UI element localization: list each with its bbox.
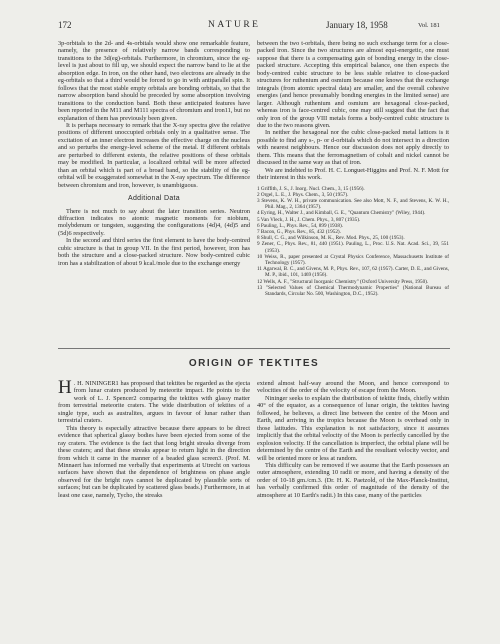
reference-item: 8 Shull, C. G., and Wilkinson, M. K., Rev. Mod. Phys., 25, 100 (1953). <box>257 235 405 242</box>
top-left-column <box>58 40 250 340</box>
paragraph: In the second and third series the first element to have the body-centred cubic structure is that in group VII. In the first period, however, iron has both the structure and a close-packed structure. Now body-centred cubic iron has a stabilization of about 9 kcal./mole due to the exchange energy <box>58 237 250 267</box>
paragraph: We are indebted to Prof. H. C. Longuet-Higgins and Prof. N. F. Mott for their interest in this work. <box>257 166 449 182</box>
reference-item: 1 Griffith, J. S., J. Inorg. Nucl. Chem., 3, 15 (1956). <box>257 185 365 192</box>
paragraph: Nininger seeks to explain the distribution of tektite finds, chiefly within 40° of the equator, as a consequence of lunar origin, the tektites having followed, he believes, a direct line between the centre of the Moon and Earth, and arriving in the tropics because the Moon is overhead only in those latitudes. This explanation is not satisfactory, since it assumes implicitly that the orbital velocity of the Moon is perfectly cancelled by the explosion velocity. If the cancellation is imperfect, the orbital plane will be determined by the centre of the Earth and the resultant velocity vector, and will be oriented more or less at random. <box>257 394 449 462</box>
reference-item: 12 Wells, A. F., "Structural Inorganic Chemistry" (Oxford University Press, 1950). <box>257 278 429 285</box>
paragraph: 3p-orbitals to the 2d- and 4s-orbitals would show one remarkable feature, namely, the presence of relatively narrow bands corresponding to transitions to the 3d(eg)-orbitals. Furthermore, in chromium, since the eg-level is just about to fill up, we should expect the narrow band to lie at the absorption edge. In iron, on the other hand, two electrons are already in the eg-orbitals so that a third would be forced to go in with antiparallel spin. It follows that the most stable empty orbitals are bonding orbitals, so that the narrow absorption band should be preceded by some absorption involving transitions to the conduction band. Both these anticipated features have been reported in the M11 and M111 spectra of chromium and iron11, but no explanation of them has previously been given. <box>58 40 250 122</box>
section-subheading: Additional Data <box>128 195 180 203</box>
article-right-column <box>257 380 449 630</box>
paragraph: This theory is especially attractive because there appears to be direct evidence that spherical glassy bodies have been ejected from some of the ray craters. The evidence is the fact that long bright streaks diverge from these craters; and that these streaks appear to return light in the direction from which it came in the manner of a beaded glass screen3. (Prof. M. Minnaert has informed me verbally that experiments at Utrecht on various surfaces have shown that the dependence of brightness on phase angle observed for the bright rays cannot be duplicated by plausible sorts of surfaces; but can be duplicated by scattered glass beads.) Furthermore, in at least one case, namely, Tycho, the streaks <box>58 424 250 499</box>
page-header <box>58 18 458 32</box>
reference-item: 3 Stevens, K. W. H., private communication. See also Mott, N. F., and Stevens, K. W. H., Phil. Mag., 2, 1364 (1957). <box>257 198 449 211</box>
paragraph: In neither the hexagonal nor the cubic close-packed metal lattices is it possible to find any s-, p- or d-orbitals which do not intersect in a direction with nearest neighbours. Hence our discussion does not apply directly to them. This means that the ferromagnetism of cobalt and nickel cannot be discussed in the same way as that of iron. <box>257 129 449 167</box>
reference-item: 11 Agarwal, B. C., and Givens, M. P., Phys. Rev., 107, 62 (1957). Carter, D. E., and Givens, M. P., ibid., 101, 1469 (1956). <box>257 266 449 279</box>
paragraph: extend almost half-way around the Moon, and hence correspond to velocities of the order of the velocity of escape from the Moon. <box>257 380 449 395</box>
reference-item: 13 "Selected Values of Chemical Thermodynamic Properties" (National Bureau of Standards, Circular No. 500, Washington, D.C., 1952). <box>257 284 449 298</box>
paragraph: There is not much to say about the later transition series. Neutron diffraction indicates no atomic magnetic moments for niobium, molybdenum or tungsten, suggesting the configurations (4d)4, (4d)5 and (5d)6 respectively. <box>58 207 250 237</box>
paragraph: This difficulty can be removed if we assume that the Earth possesses an outer atmosphere, extending 10 radii or more, and having a density of the order of 10-18 gm./cm.3. (Dr. H. K. Paetzold, of the Max-Planck-Institut, has verbally confirmed this order of magnitude of the density of the atmosphere at 10 Earth's radii.) In this case, many of the particles <box>257 461 449 499</box>
article-left-column <box>58 377 250 630</box>
volume-number: Vol. 181 <box>418 22 440 29</box>
journal-name: NATURE <box>208 20 261 30</box>
paragraph-text: . H. NININGER1 has proposed that tektites be regarded as the ejecta from lunar craters produced by meteorite impact. He points to the work of L. J. Spencer2 comparing the tektites with glassy matter from terrestrial meteorite craters. The wide distribution of tektites of a single type, such as australites, argues in favour of lunar rather than terrestrial craters. <box>58 380 250 425</box>
reference-item: 10 Weiss, R., paper presented at Crystal Physics Conference, Massachusetts Institute of Technology (1957). <box>257 253 449 267</box>
reference-list <box>257 186 449 298</box>
top-right-column <box>257 40 449 345</box>
section-divider <box>58 348 450 349</box>
reference-item: 7 Bacon, G., Phys. Rev., 85, 432 (1952). <box>257 229 341 236</box>
issue-date: January 18, 1958 <box>326 20 388 30</box>
reference-item: 2 Orgel, L. E., J. Phys. Chem., 3, 50 (1957). <box>257 191 349 198</box>
reference-item: 6 Pauling, L., Phys. Rev., 54, 899 (1938). <box>257 222 343 229</box>
page-number: 172 <box>58 20 72 30</box>
reference-item: 4 Eyring, H., Walter J., and Kimball, G. E., "Quantum Chemistry" (Wiley, 1944). <box>257 210 426 217</box>
drop-cap: H <box>58 377 72 398</box>
reference-item: 5 Van Vleck, J. H., J. Chem. Phys., 3, 807 (1935). <box>257 216 361 223</box>
reference-item: 9 Zener, C., Phys. Rev., 81, 440 (1951). Pauling, L., Proc. U.S. Nat. Acad. Sci., 39, 551 (1953). <box>257 241 449 254</box>
article-title: ORIGIN OF TEKTITES <box>188 358 320 369</box>
paragraph: between the two t-orbitals, there being no such exchange term for a close-packed iron. Since the two structures are almost equi-energetic, one must suppose that there is a compensating gain of bonding energy in the close-packed structure. Accepting this empirical balance, one then expects the body-centred cubic structure to be less stable relative to close-packed structures for ruthenium and osmium because one knows that the exchange integrals (from atomic spectral data) are smaller, and the overall cohesive energies (and hence presumably bonding energies in the limited sense) are larger. Although ruthenium and osmium are hexagonal close-packed, whereas iron is face-centred cubic, one may still suggest that the fact that only iron of the group VIII metals forms a body-centred cubic structure is due to the two reasons given. <box>257 40 449 129</box>
paragraph: It is perhaps necessary to remark that the X-ray spectra give the relative positions of different unoccupied orbitals only in a qualitative sense. The excitation of an inner electron increases the effective charge on the nucleus and so perturbs the energy-level scheme of the metal. If different orbitals are perturbed to different extents, the relative positions of these orbitals may be modified. In particular, a localized orbital will be more affected than an orbital which is part of a broad band, so the stability of the eg-orbital will be exaggerated somewhat in the X-ray spectrum. The difference between chromium and iron, however, is unambiguous. <box>58 121 250 189</box>
paragraph <box>58 377 250 425</box>
